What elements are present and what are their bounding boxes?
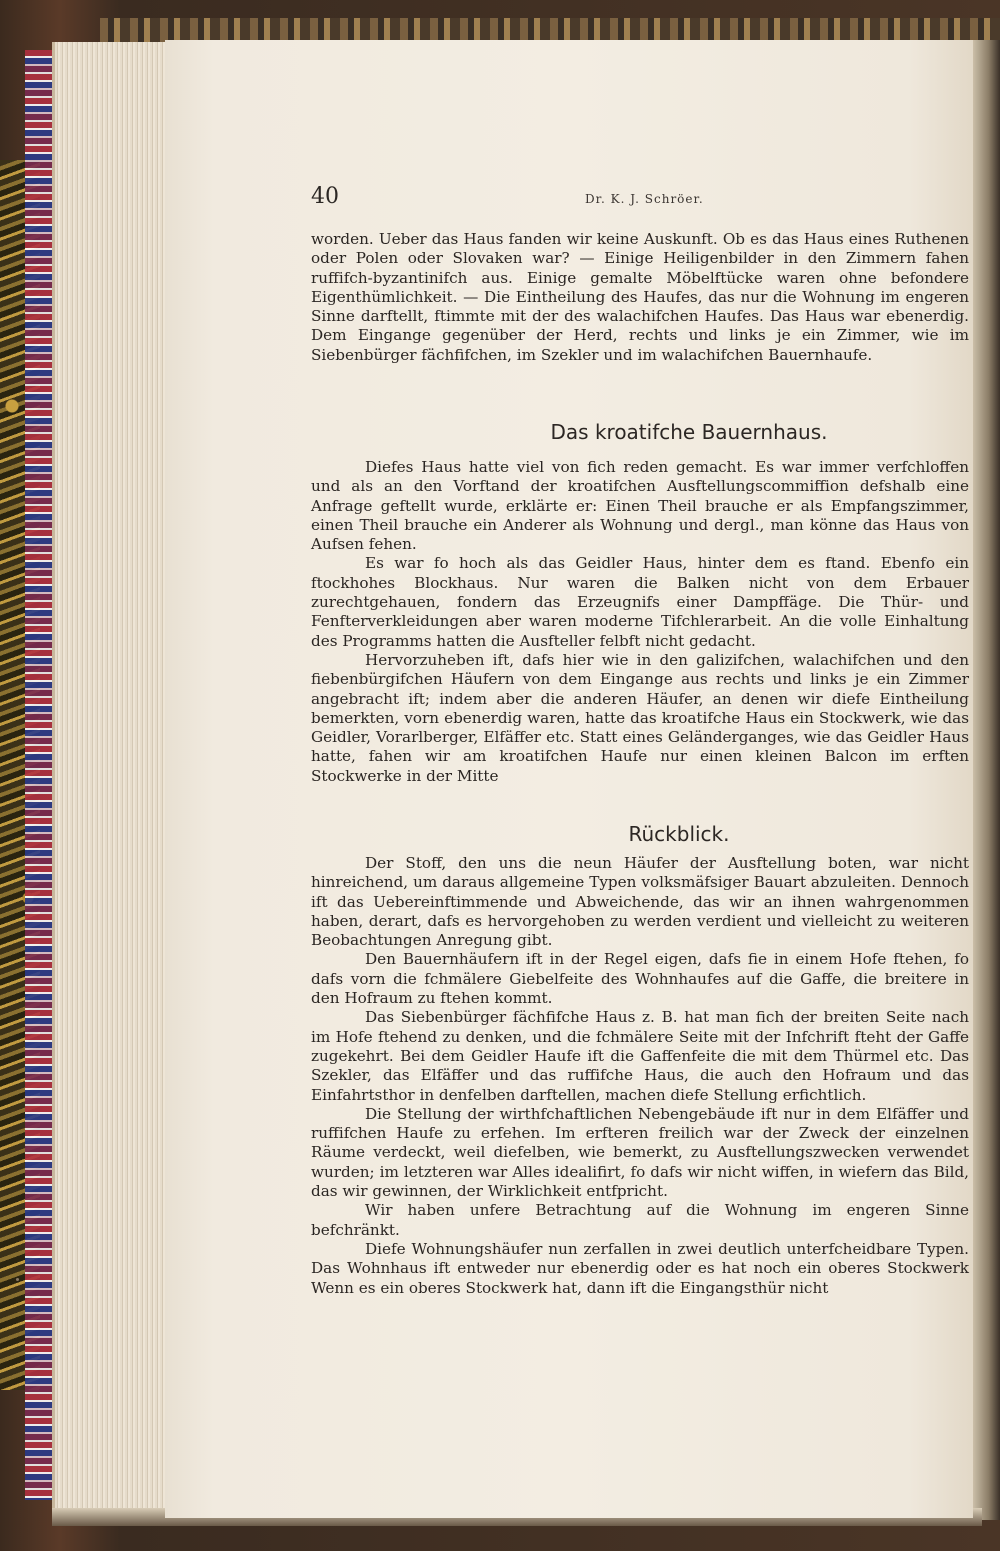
paragraph: Die Stellung der wirthfchaftlichen Nebengebäude ift nur in dem Elfäffer und ruffifchen Haufe zu erfehen. Im erfteren freilich war der Zweck der einzelnen Räume verdeckt, weil diefelben, wie bemerkt, zu Ausftellungszwecken verwendet wurden; im letzteren war Alles idealifirt, fo dafs wir nicht wiffen, in wiefern das Bild, das wir gewinnen, der Wirklichkeit entfpricht. [311, 1104, 969, 1201]
paragraph: Das Siebenbürger fächfifche Haus z. B. hat man fich der breiten Seite nach im Hofe ftehend zu denken, und die fchmälere Seite mit der Infchrift fteht der Gaffe zugekehrt. Bei dem Geidler Haufe ift die Gaffenfeite die mit dem Thürmel etc. Das Szekler, das Elfäffer und das ruffifche Haus, die auch den Hofraum und das Einfahrtsthor in denfelben darftellen, machen diefe Stellung erfichtlich. [311, 1008, 969, 1104]
section-heading-review: Rückblick. [628, 822, 730, 846]
intro-text [311, 230, 969, 365]
paragraph: worden. Ueber das Haus fanden wir keine Auskunft. Ob es das Haus eines Ruthenen oder Polen oder Slovaken war? — Einige Heiligenbilder in den Zimmern fahen ruffifch-byzantinifch aus. Einige gemalte Möbelftücke waren ohne befondere Eigenthümlichkeit. — Die Eintheilung des Haufes, das nur die Wohnung im engeren Sinne darftellt, ftimmte mit der des walachifchen Haufes. Das Haus war ebenerdig. Dem Eingange gegenüber der Herd, rechts und links je ein Zimmer, wie im Siebenbürger fächfifchen, im Szekler und im walachifchen Bauernhaufe. [311, 230, 969, 364]
section-heading-croatian: Das kroatifche Bauernhaus. [550, 420, 828, 444]
marbled-page-edge [25, 50, 55, 1500]
paragraph: Wir haben unfere Betrachtung auf die Wohnung im engeren Sinne befchränkt. [311, 1201, 969, 1239]
running-head: Dr. K. J. Schröer. [585, 192, 704, 206]
paper-speck [16, 1278, 19, 1281]
paragraph: Der Stoff, den uns die neun Häufer der Ausftellung boten, war nicht hinreichend, um daraus allgemeine Typen volksmäfsiger Bauart abzuleiten. Dennoch ift das Uebereinftimmende und Abweichende, das wir an ihnen wahrgenommen haben, derart, dafs es hervorgehoben zu werden verdient und vielleicht zu weiteren Beobachtungen Anregung gibt. [311, 854, 969, 950]
paragraph: Den Bauernhäufern ift in der Regel eigen, dafs fie in einem Hofe ftehen, fo dafs vorn die fchmälere Giebelfeite des Wohnhaufes auf die Gaffe, die breitere in den Hofraum zu ftehen kommt. [311, 950, 969, 1008]
review-section-text [311, 854, 969, 1298]
paragraph: Diefes Haus hatte viel von fich reden gemacht. Es war immer verfchloffen und als an den Vorftand der kroatifchen Ausftellungscommiffion defshalb eine Anfrage geftellt wurde, erklärte er: Einen Theil brauche er als Empfangszimmer, einen Theil brauche ein Anderer als Wohnung und dergl., man könne das Haus von Aufsen fehen. [311, 458, 969, 554]
page-stack-edges [52, 42, 170, 1512]
croatian-section-text [311, 458, 969, 786]
book-page [165, 40, 973, 1518]
paragraph: Es war fo hoch als das Geidler Haus, hinter dem es ftand. Ebenfo ein ftockhohes Blockhaus. Nur waren die Balken nicht von dem Erbauer zurechtgehauen, fondern das Erzeugnifs einer Dampffäge. Die Thür- und Fenfterverkleidungen aber waren moderne Tifchlerarbeit. An die volle Einhaltung des Programms hatten die Ausfteller felbft nicht gedacht. [311, 554, 969, 650]
page-number: 40 [311, 184, 339, 209]
paragraph: Hervorzuheben ift, dafs hier wie in den galizifchen, walachifchen und den fiebenbürgifchen Häufern von dem Eingange aus rechts und links je ein Zimmer angebracht ift; indem aber die anderen Häufer, an denen wir diefe Eintheilung bemerkten, vorn ebenerdig waren, hatte das kroatifche Haus ein Stockwerk, wie das Geidler, Vorarlberger, Elfäffer etc. Statt eines Geländerganges, wie das Geidler Haus hatte, fahen wir am kroatifchen Haufe nur einen kleinen Balcon im erften Stockwerke in der Mitte [311, 650, 969, 785]
right-page-shadow [972, 40, 1000, 1520]
paragraph: Diefe Wohnungshäufer nun zerfallen in zwei deutlich unterfcheidbare Typen. Das Wohnhaus ift entweder nur ebenerdig oder es hat noch ein oberes Stockwerk Wenn es ein oberes Stockwerk hat, dann ift die Eingangsthür nicht [311, 1239, 969, 1297]
